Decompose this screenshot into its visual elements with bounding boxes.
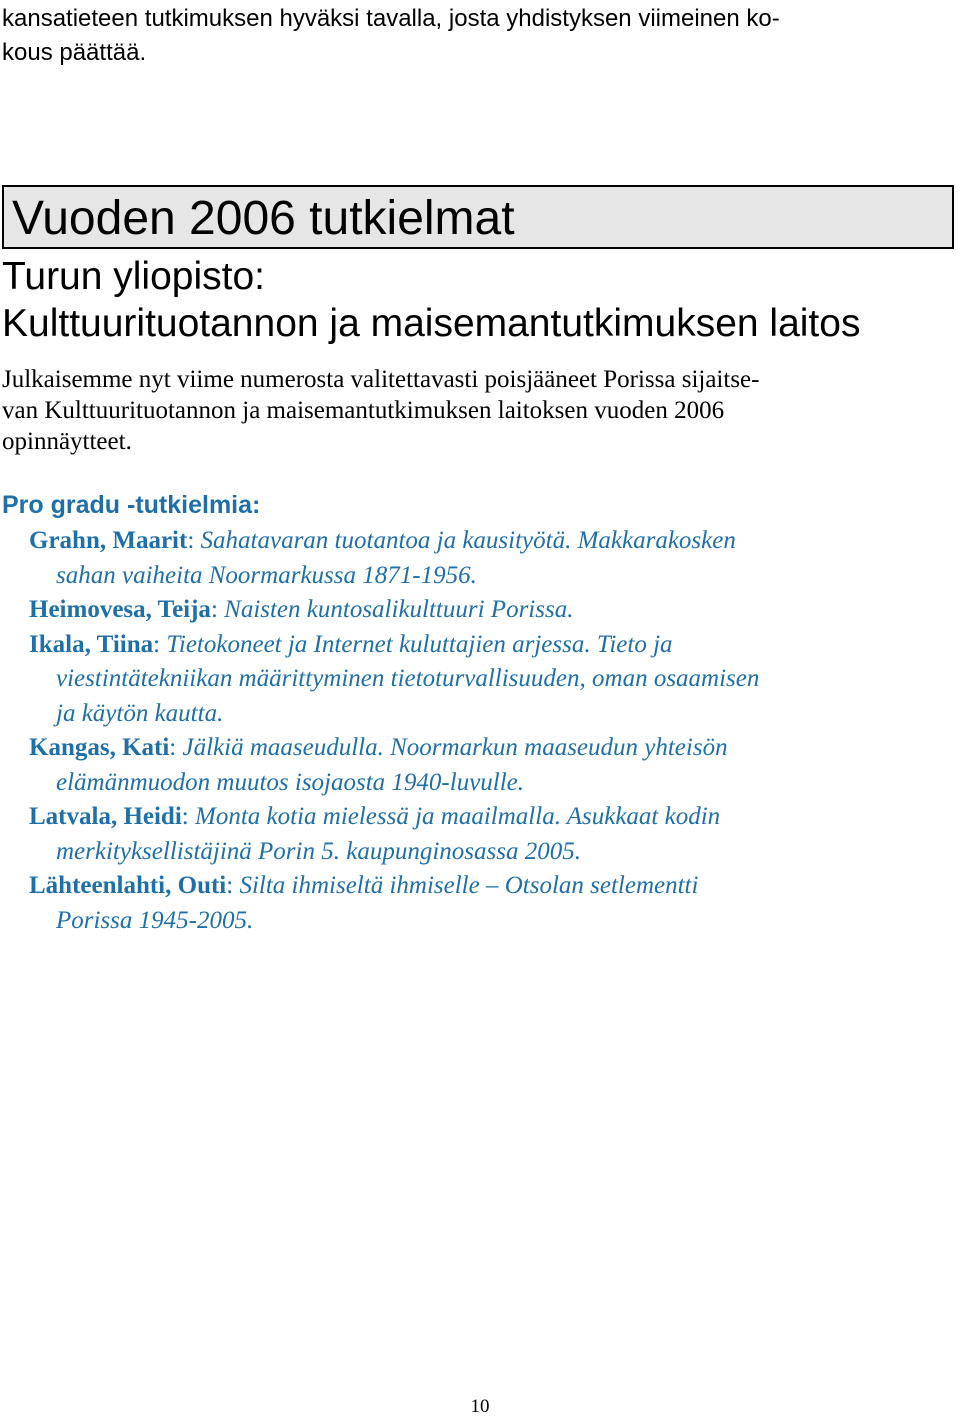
thesis-line [29,869,954,904]
author-separator: : [153,630,167,658]
thesis-list-heading: Pro gradu -tutkielmia: [2,491,261,519]
intro-line: kansatieteen tutkimuksen hyväksi tavalla, josta yhdistyksen viimeinen ko- [2,5,780,32]
thesis-title: Silta ihmiseltä ihmiselle – Otsolan setlementti [239,872,699,899]
section-title-box [2,185,954,249]
thesis-title-continuation: Porissa 1945-2005. [56,906,254,934]
thesis-author: Ikala, Tiina [29,630,154,658]
intro-paragraph [2,2,952,70]
thesis-title: Sahatavaran tuotantoa ja kausityötä. Makkarakosken [200,527,736,554]
thesis-title-continuation: merkityksellistäjinä Porin 5. kaupunginosassa 2005. [56,837,581,865]
thesis-title: Tietokoneet ja Internet kuluttajien arjessa. Tieto ja [166,630,673,658]
thesis-title-continuation: sahan vaiheita Noormarkussa 1871-1956. [56,561,477,589]
author-separator: : [226,872,240,899]
thesis-entry [29,524,954,593]
thesis-author: Grahn, Maarit [29,527,188,554]
thesis-entry [29,869,954,938]
section-subtitle-department: Kulttuurituotannon ja maisemantutkimuksen laitos [2,302,861,345]
intro-line: kous päättää. [2,39,147,66]
thesis-line [29,800,954,835]
author-separator: : [210,596,225,623]
thesis-entry [29,593,954,628]
thesis-entry [29,628,954,732]
thesis-line [29,593,954,628]
thesis-title: Naisten kuntosalikulttuuri Porissa. [224,596,574,623]
thesis-author: Latvala, Heidi [29,803,182,830]
section-subtitle-university: Turun yliopisto: [2,255,266,298]
paragraph-line: Julkaisemme nyt viime numerosta valitettavasti poisjääneet Porissa sijaitse- [2,366,760,393]
section-title: Vuoden 2006 tutkielmat [12,192,515,245]
thesis-title: Monta kotia mielessä ja maailmalla. Asukkaat kodin [195,803,721,830]
page-number: 10 [470,1396,490,1417]
thesis-title: Jälkiä maaseudulla. Noormarkun maaseudun yhteisön [182,734,728,761]
thesis-line [29,628,954,663]
author-separator: : [187,527,201,554]
announcement-paragraph [2,364,952,457]
thesis-title-continuation: viestintätekniikan määrittyminen tietoturvallisuuden, oman osaamisen [56,665,760,692]
paragraph-line: opinnäytteet. [2,428,132,455]
thesis-entry [29,800,954,869]
thesis-title-continuation: elämänmuodon muutos isojaosta 1940-luvulle. [56,768,525,796]
thesis-line [29,524,954,559]
paragraph-line: van Kulttuurituotannon ja maisemantutkimuksen laitoksen vuoden 2006 [2,397,725,424]
thesis-list [29,524,954,938]
author-separator: : [181,803,195,830]
thesis-line [29,731,954,766]
thesis-author: Heimovesa, Teija [29,596,211,623]
thesis-title-continuation: ja käytön kautta. [56,699,224,727]
thesis-author: Lähteenlahti, Outi [29,872,227,899]
thesis-entry [29,731,954,800]
thesis-author: Kangas, Kati [29,734,170,761]
author-separator: : [169,734,183,761]
